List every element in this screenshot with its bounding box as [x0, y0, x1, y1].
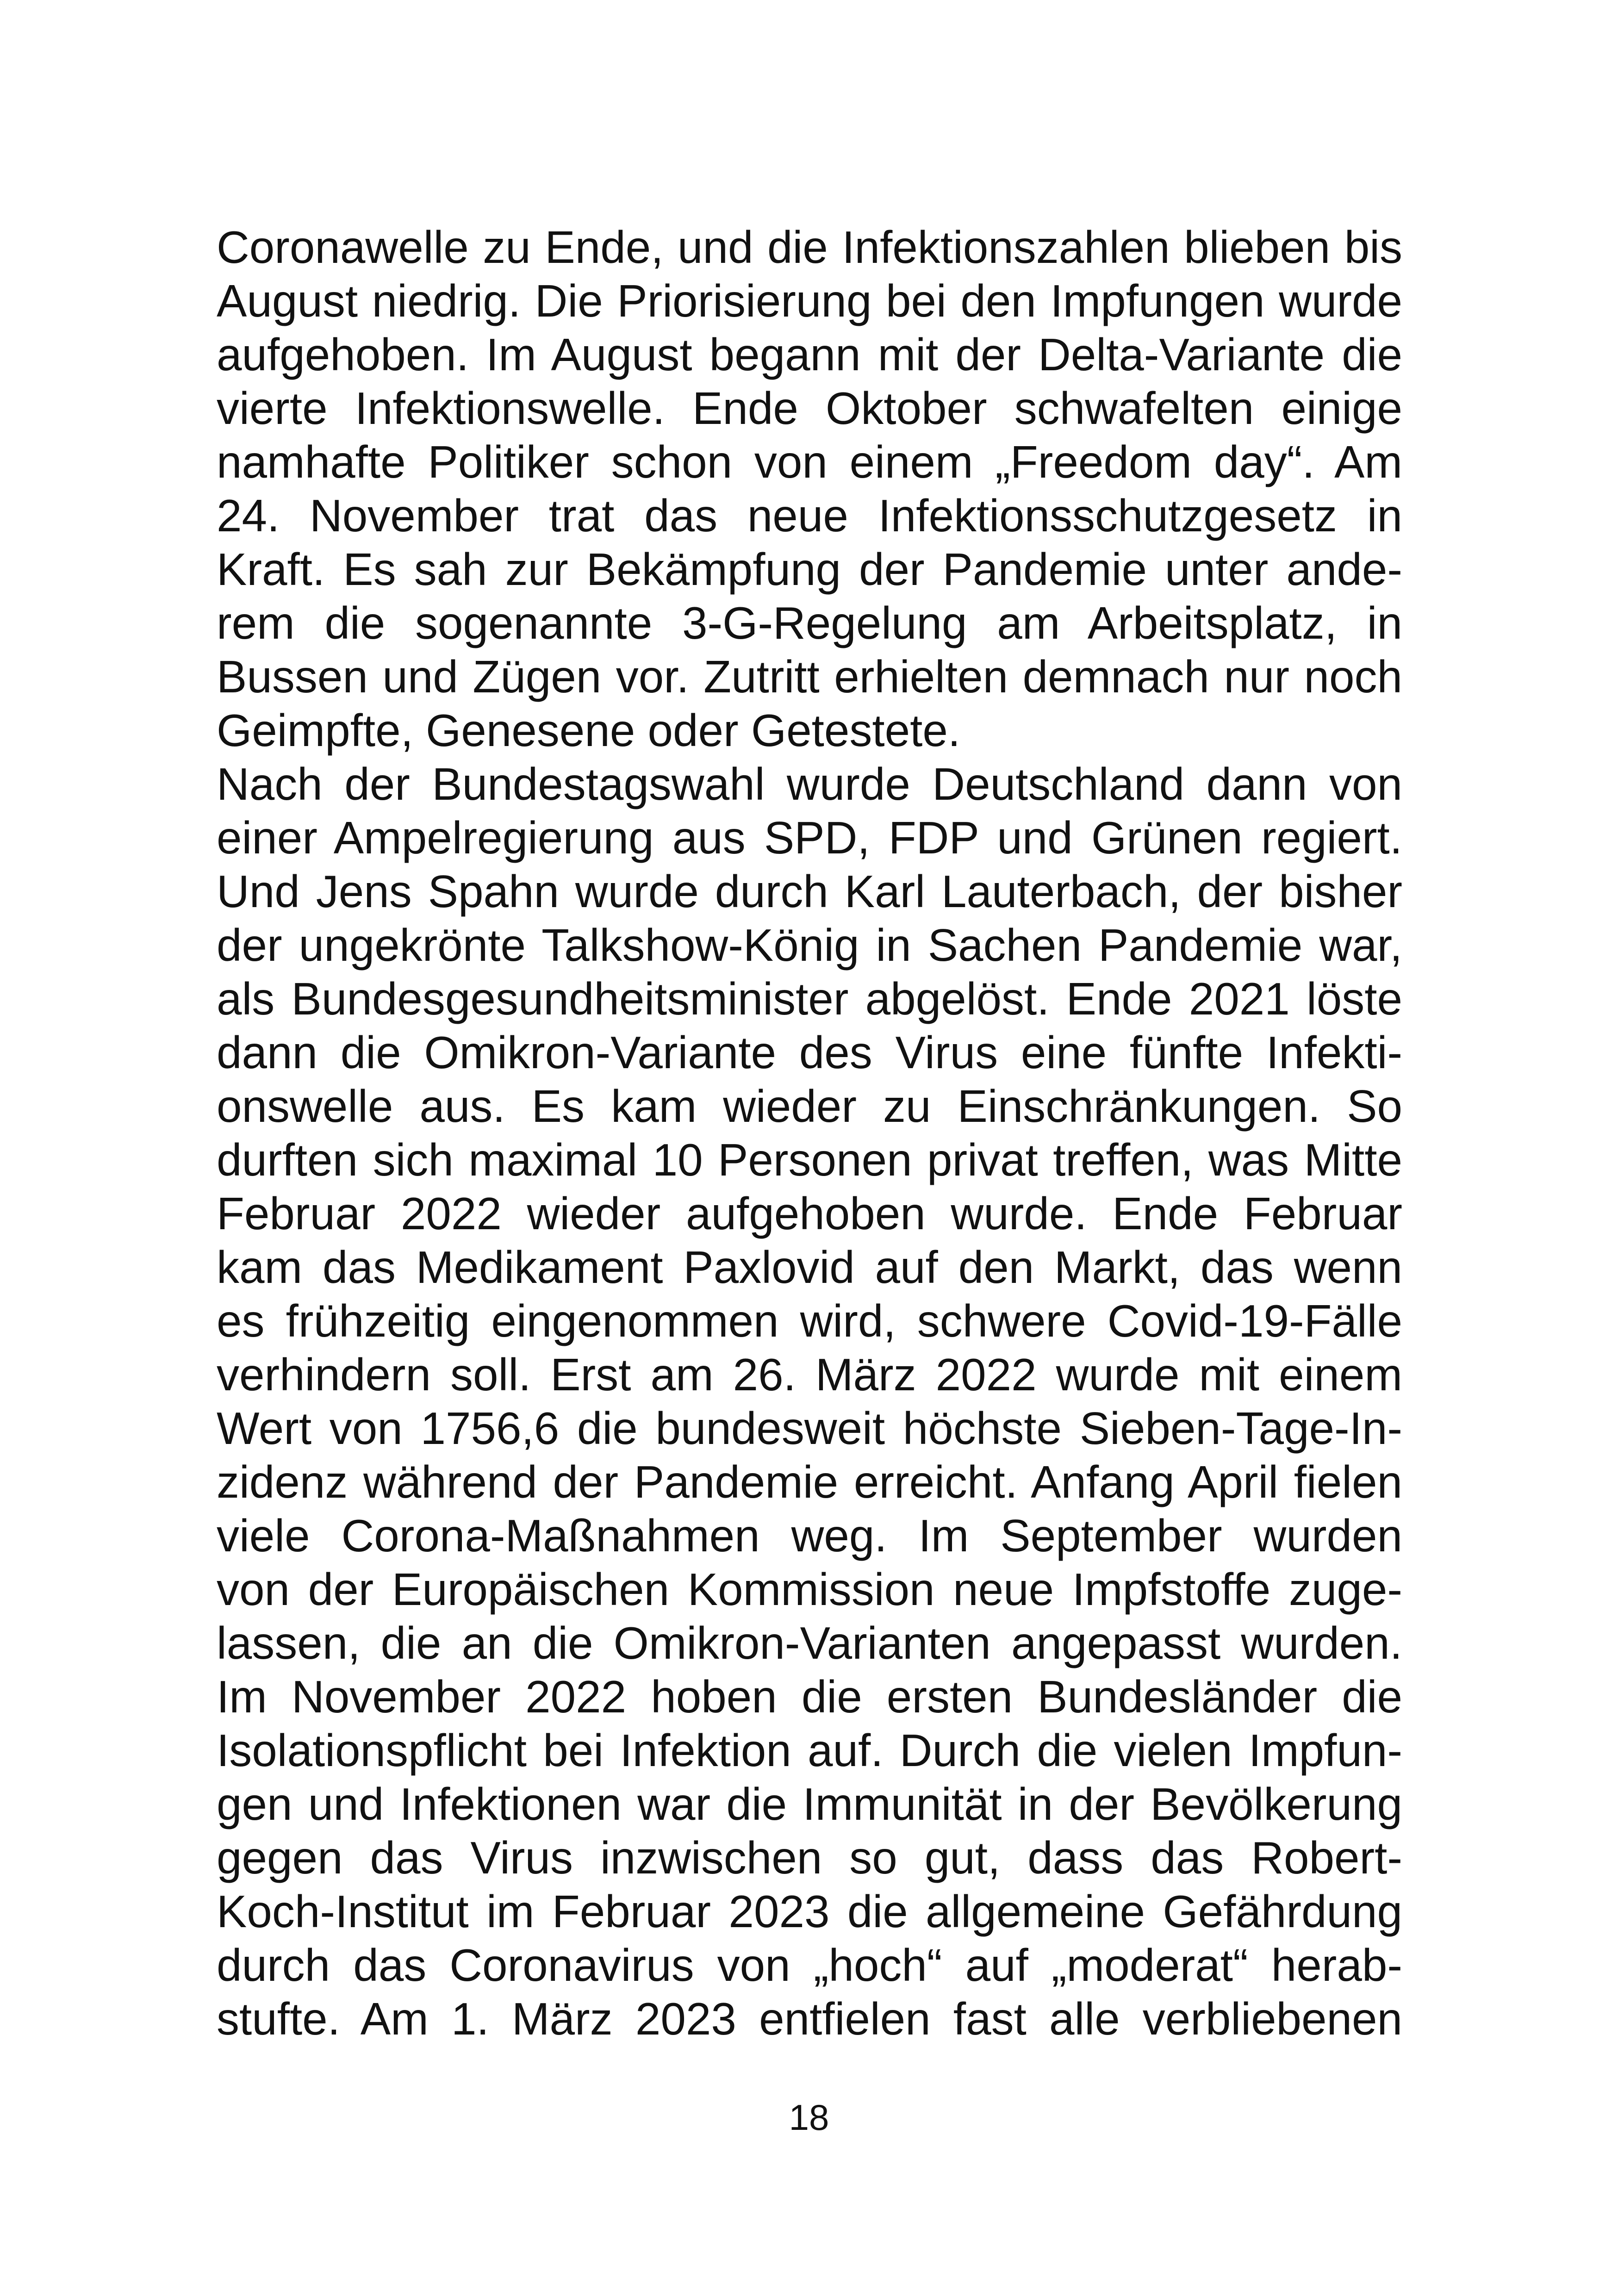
- text-line: aufgehoben. Im August begann mit der Delta-Variante die: [217, 329, 1402, 380]
- text-line: gegen das Virus inzwischen so gut, dass das Robert-: [217, 1832, 1402, 1883]
- text-line: Nach der Bundestagswahl wurde Deutschland dann von: [217, 759, 1402, 809]
- text-line: lassen, die an die Omikron-Varianten angepasst wurden.: [217, 1618, 1402, 1668]
- text-line: August niedrig. Die Priorisierung bei den Impfungen wurde: [217, 275, 1402, 326]
- text-line: Bussen und Zügen vor. Zutritt erhielten demnach nur noch: [217, 651, 1402, 702]
- text-line: Koch-Institut im Februar 2023 die allgemeine Gefährdung: [217, 1886, 1402, 1937]
- text-line: gen und Infektionen war die Immunität in der Bevölkerung: [217, 1779, 1402, 1829]
- text-line: Und Jens Spahn wurde durch Karl Lauterbach, der bisher: [217, 866, 1402, 917]
- text-line: rem die sogenannte 3-G-Regelung am Arbeitsplatz, in: [217, 597, 1402, 648]
- text-line: onswelle aus. Es kam wieder zu Einschränkungen. So: [217, 1081, 1402, 1132]
- text-line: Februar 2022 wieder aufgehoben wurde. Ende Februar: [217, 1188, 1402, 1239]
- text-line: verhindern soll. Erst am 26. März 2022 wurde mit einem: [217, 1349, 1402, 1400]
- text-line: Kraft. Es sah zur Bekämpfung der Pandemie unter ande-: [217, 544, 1402, 595]
- text-line: Wert von 1756,6 die bundesweit höchste Sieben-Tage-In-: [217, 1403, 1402, 1454]
- text-line: durften sich maximal 10 Personen privat treffen, was Mitte: [217, 1134, 1402, 1185]
- text-line: vierte Infektionswelle. Ende Oktober schwafelten einige: [217, 383, 1402, 434]
- text-line: viele Corona-Maßnahmen weg. Im September wurden: [217, 1510, 1402, 1561]
- text-line: Isolationspflicht bei Infektion auf. Durch die vielen Impfun-: [217, 1725, 1402, 1776]
- text-line: durch das Coronavirus von „hoch“ auf „moderat“ herab-: [217, 1940, 1402, 1991]
- text-line: der ungekrönte Talkshow-König in Sachen Pandemie war,: [217, 920, 1402, 971]
- text-line: namhafte Politiker schon von einem „Freedom day“. Am: [217, 436, 1402, 487]
- page-number: 18: [789, 2097, 829, 2138]
- text-line: Geimpfte, Genesene oder Getestete.: [217, 705, 961, 756]
- text-line: 24. November trat das neue Infektionsschutzgesetz in: [217, 490, 1402, 541]
- text-line: Im November 2022 hoben die ersten Bundesländer die: [217, 1671, 1402, 1722]
- body-text: [217, 220, 1402, 2046]
- text-line: stufte. Am 1. März 2023 entfielen fast alle verbliebenen: [217, 1993, 1402, 2044]
- text-line: kam das Medikament Paxlovid auf den Markt, das wenn: [217, 1242, 1402, 1293]
- text-line: von der Europäischen Kommission neue Impfstoffe zuge-: [217, 1564, 1402, 1615]
- text-line: es frühzeitig eingenommen wird, schwere Covid-19-Fälle: [217, 1295, 1402, 1346]
- text-line: zidenz während der Pandemie erreicht. Anfang April fielen: [217, 1456, 1402, 1507]
- text-line: dann die Omikron-Variante des Virus eine fünfte Infekti-: [217, 1027, 1402, 1078]
- text-line: als Bundesgesundheitsminister abgelöst. Ende 2021 löste: [217, 973, 1402, 1024]
- text-line: Coronawelle zu Ende, und die Infektionszahlen blieben bis: [217, 222, 1402, 273]
- text-line: einer Ampelregierung aus SPD, FDP und Grünen regiert.: [217, 812, 1402, 863]
